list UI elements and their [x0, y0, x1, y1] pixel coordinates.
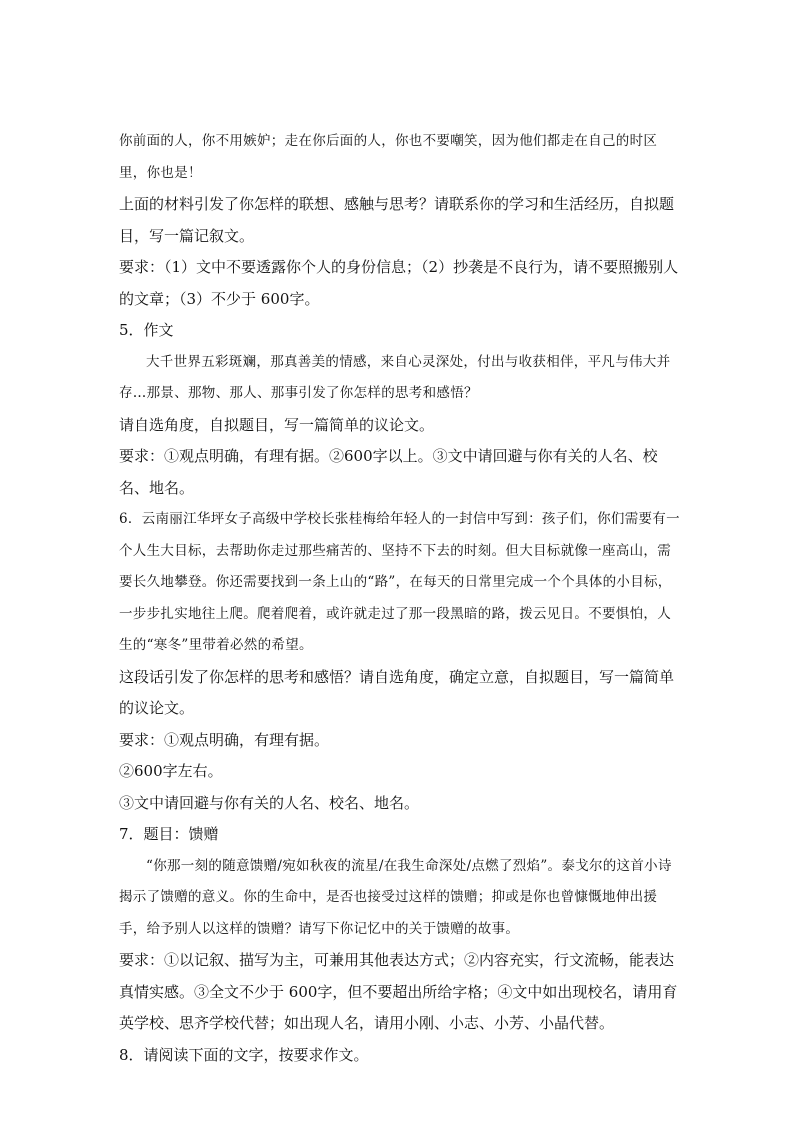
question-7-requirements: 要求：①以记叙、描写为主，可兼用其他表达方式；②内容充实，行文流畅，能表达真情实感。③全文不少于 600字，但不要超出所给字格；④文中如出现校名，请用育英学校、思齐学校代替；如出现人名，请用小刚、小志、小芳、小晶代替。	[119, 951, 678, 1032]
question-6-material: 6．云南丽江华坪女子高级中学校长张桂梅给年轻人的一封信中写到：孩子们，你们需要有一个人生大目标，去帮助你走过那些痛苦的、坚持不下去的时刻。但大目标就像一座高山，需要长久地攀登。你还需要找到一条上山的“路”，在每天的日常里完成一个个具体的小目标，一步步扎实地往上爬。爬着爬着，或许就走过了那一段黑暗的路，拨云见日。不要惧怕，人生的“寒冬”里带着必然的希望。	[119, 511, 680, 653]
question-6-prompt: 这段话引发了你怎样的思考和感悟？请自选角度，确定立意，自拟题目，写一篇简单的议论文。	[119, 667, 675, 717]
prompt-paragraph: 上面的材料引发了你怎样的联想、感触与思考？请联系你的学习和生活经历，自拟题目，写一篇记叙文。	[119, 195, 675, 245]
material-quote-paragraph: 你前面的人，你不用嫉妒；走在你后面的人，你也不要嘲笑，因为他们都走在自己的时区里，你也是！	[119, 133, 658, 181]
requirements-paragraph: 要求：（1）文中不要透露你个人的身份信息；（2）抄袭是不良行为，请不要照搬别人的文章；（3）不少于 600字。	[119, 258, 679, 308]
question-5-material: 大千世界五彩斑斓，那真善美的情感，来自心灵深处，付出与收获相伴，平凡与伟大并存…那景、那物、那人、那事引发了你怎样的思考和感悟？	[119, 353, 671, 401]
question-7-heading: 7．题目：馈赠	[119, 825, 219, 843]
question-5-prompt: 请自选角度，自拟题目，写一篇简单的议论文。	[119, 415, 435, 434]
question-5-requirements: 要求：①观点明确，有理有据。②600字以上。③文中请回避与你有关的人名、校名、地名。	[119, 447, 658, 497]
question-6-requirement-1: 要求：①观点明确，有理有据。	[119, 730, 330, 749]
question-6-requirement-3: ③文中请回避与你有关的人名、校名、地名。	[119, 793, 420, 812]
question-7-material: “你那一刻的随意馈赠/宛如秋夜的流星/在我生命深处/点燃了烈焰”。泰戈尔的这首小诗揭示了馈赠的意义。你的生命中，是否也接受过这样的馈赠；抑或是你也曾慷慨地伸出援手，给予别人以这样的馈赠？请写下你记忆中的关于馈赠的故事。	[119, 857, 672, 937]
question-6-requirement-2: ②600字左右。	[119, 762, 223, 780]
question-5-heading: 5．作文	[119, 321, 174, 339]
document-body	[119, 126, 681, 1071]
question-8-heading: 8．请阅读下面的文字，按要求作文。	[119, 1045, 369, 1064]
